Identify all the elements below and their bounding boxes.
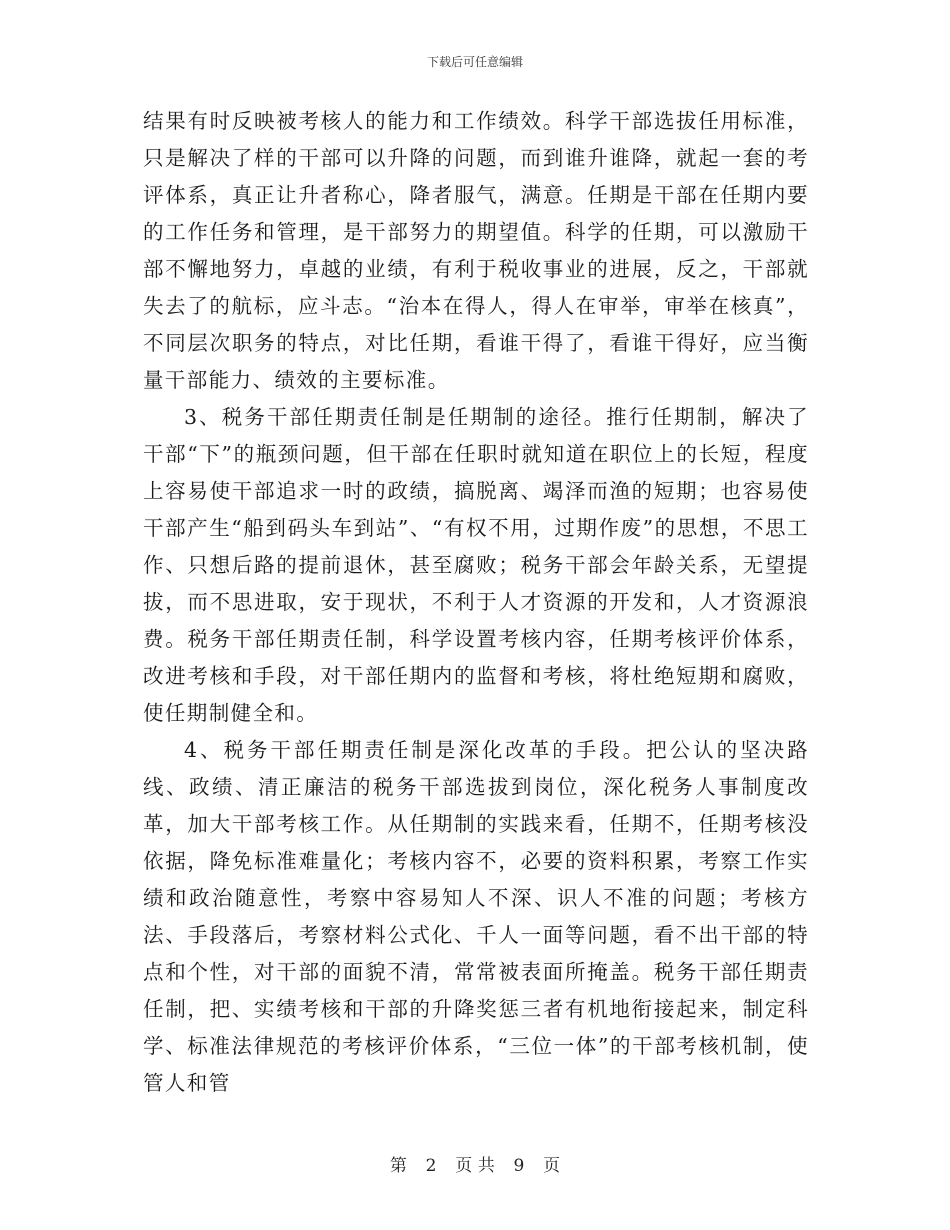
document-body [143,103,809,1102]
paragraph-2: 3、税务干部任期责任制是任期制的途径。推行任期制，解决了干部“下”的瓶颈问题，但干部在任职时就知道在职位上的长短，程度上容易使干部追求一时的政绩，搞脱离、竭泽而渔的短期；也容易使干部产生“船到码头车到站”、“有权不用，过期作废”的思想，不思工作、只想后路的提前退休，甚至腐败；税务干部会年龄关系，无望提拔，而不思进取，安于现状，不利于人才资源的开发和，人才资源浪费。税务干部任期责任制，科学设置考核内容，任期考核评价体系，改进考核和手段，对干部任期内的监督和考核，将杜绝短期和腐败，使任期制健全和。 [143,405,809,725]
total-pages-number: 9 [513,1156,525,1176]
footer-prefix: 第 [389,1156,407,1176]
page-header: 下载后可任意编辑 [426,55,523,69]
current-page-number: 2 [425,1156,437,1176]
paragraph-3: 4、税务干部任期责任制是深化改革的手段。把公认的坚决路线、政绩、清正廉洁的税务干部选拔到岗位，深化税务人事制度改革，加大干部考核工作。从任期制的实践来看，任期不，任期考核没依据，降免标准难量化；考核内容不，必要的资料积累，考察工作实绩和政治随意性，考察中容易知人不深、识人不准的问题；考核方法、手段落后，考察材料公式化、千人一面等问题，看不出干部的特点和个性，对干部的面貌不清，常常被表面所掩盖。税务干部任期责任制，把、实绩考核和干部的升降奖惩三者有机地衔接起来，制定科学、标准法律规范的考核评价体系，“三位一体”的干部考核机制，使管人和管 [143,738,809,1095]
footer-suffix: 页 [543,1156,561,1176]
page-footer [0,1155,950,1177]
footer-middle: 页 共 [455,1156,495,1176]
paragraph-1: 结果有时反映被考核人的能力和工作绩效。科学干部选拔任用标准，只是解决了样的干部可以升降的问题，而到谁升谁降，就起一套的考评体系，真正让升者称心，降者服气，满意。任期是干部在任期内要的工作任务和管理，是干部努力的期望值。科学的任期，可以激励干部不懈地努力，卓越的业绩，有利于税收事业的进展，反之，干部就失去了的航标，应斗志。“治本在得人，得人在审举，审举在核真”，不同层次职务的特点，对比任期，看谁干得了，看谁干得好，应当衡量干部能力、绩效的主要标准。 [143,109,809,392]
